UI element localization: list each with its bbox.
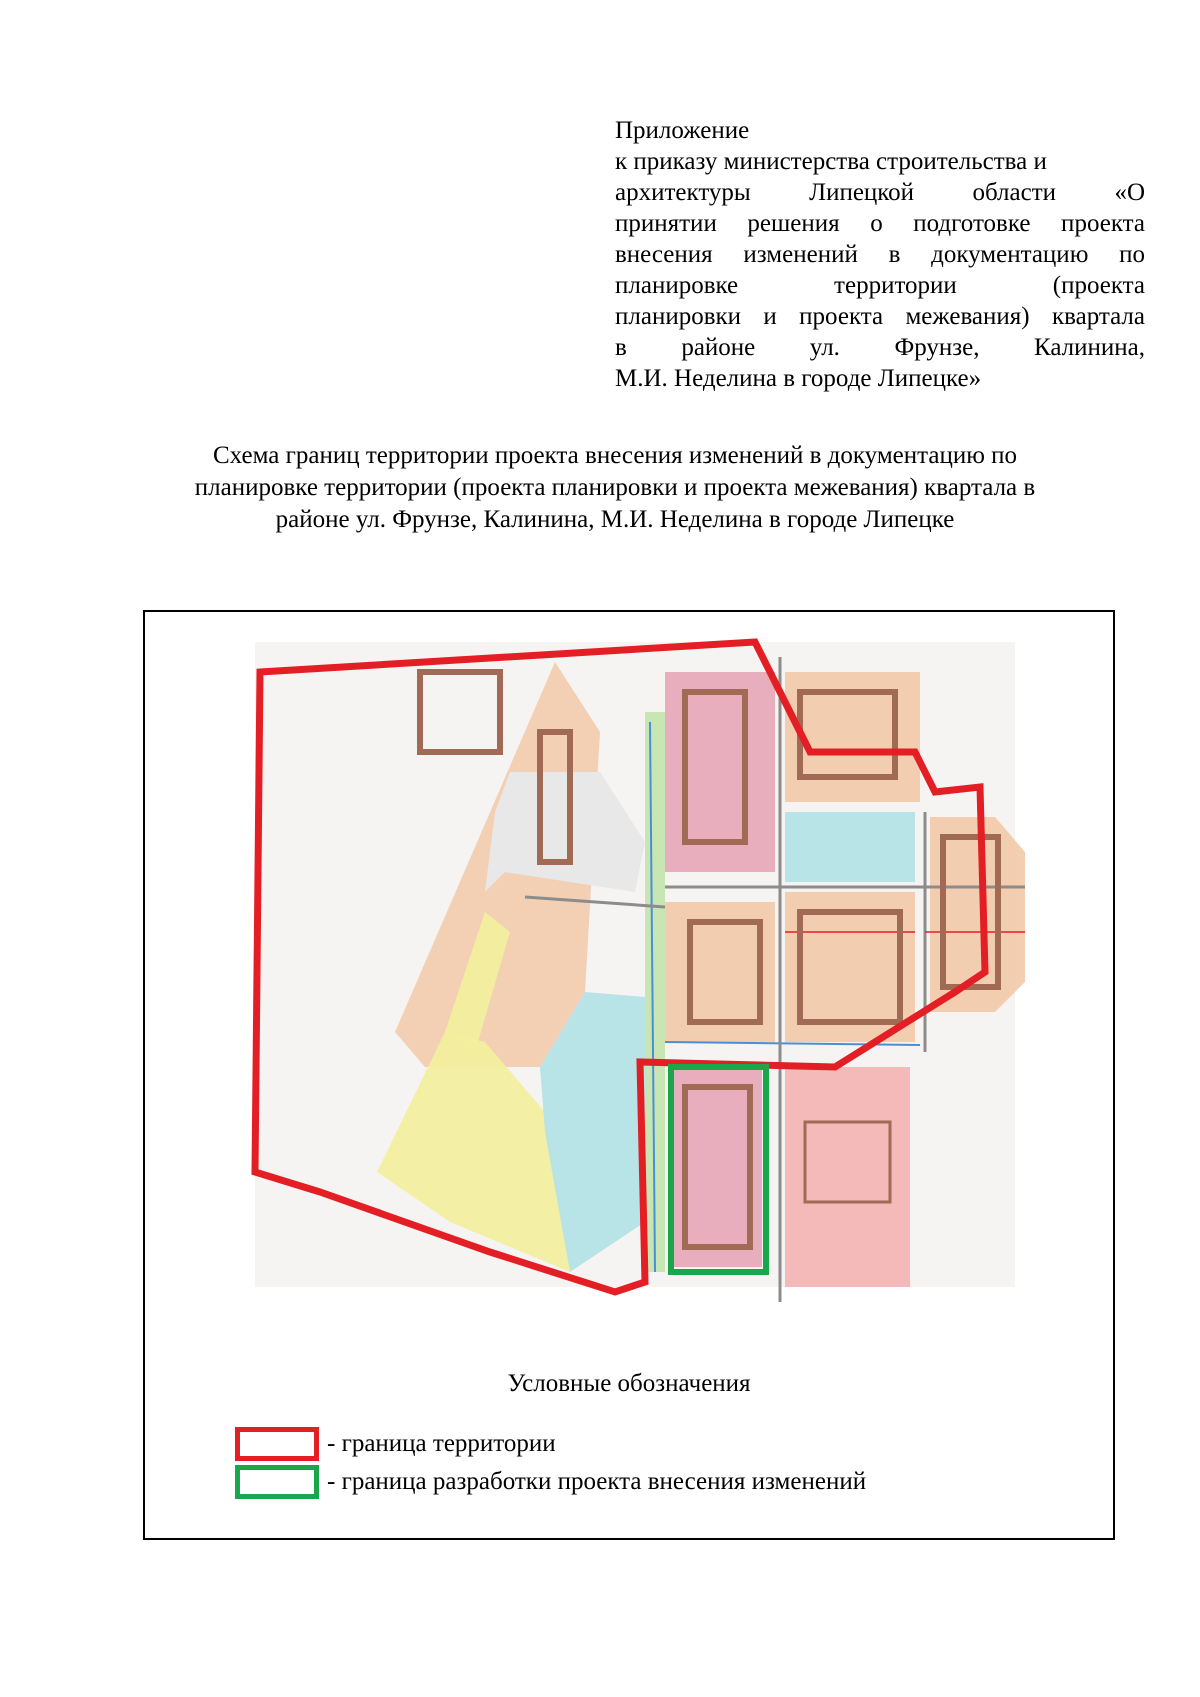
legend-item-project xyxy=(235,1462,866,1502)
legend-item-territory xyxy=(235,1424,556,1464)
zone-park-east xyxy=(785,812,915,882)
legend-label: - граница разработки проекта внесения изменений xyxy=(327,1468,867,1495)
appendix-line: к приказу министерства строительства и xyxy=(615,148,1047,175)
document-title xyxy=(130,440,1100,536)
appendix-line: планировки и проекта межевания) квартала xyxy=(615,303,1145,330)
appendix-line: планировке территории (проекта xyxy=(615,272,1145,299)
appendix-line: архитектуры Липецкой области «О xyxy=(615,179,1145,206)
appendix-line: Приложение xyxy=(615,117,750,144)
title-line: районе ул. Фрунзе, Калинина, М.И. Неделина в городе Липецке xyxy=(275,506,955,533)
appendix-line: М.И. Неделина в городе Липецке» xyxy=(615,365,982,392)
appendix-line: в районе ул. Фрунзе, Калинина, xyxy=(615,334,1145,361)
title-line: Схема границ территории проекта внесения изменений в документацию по xyxy=(212,442,1018,469)
legend-swatch-green xyxy=(235,1465,319,1499)
legend-swatch-red xyxy=(235,1427,319,1461)
title-line: планировке территории (проекта планировки и проекта межевания) квартала в xyxy=(194,474,1036,501)
legend-title: Условные обозначения xyxy=(507,1370,751,1397)
appendix-block xyxy=(615,115,1145,394)
appendix-line: внесения изменений в документацию по xyxy=(615,241,1145,268)
map-frame xyxy=(143,610,1115,1540)
appendix-line: принятии решения о подготовке проекта xyxy=(615,210,1145,237)
legend-label: - граница территории xyxy=(327,1430,556,1457)
territory-map xyxy=(145,612,1113,1538)
